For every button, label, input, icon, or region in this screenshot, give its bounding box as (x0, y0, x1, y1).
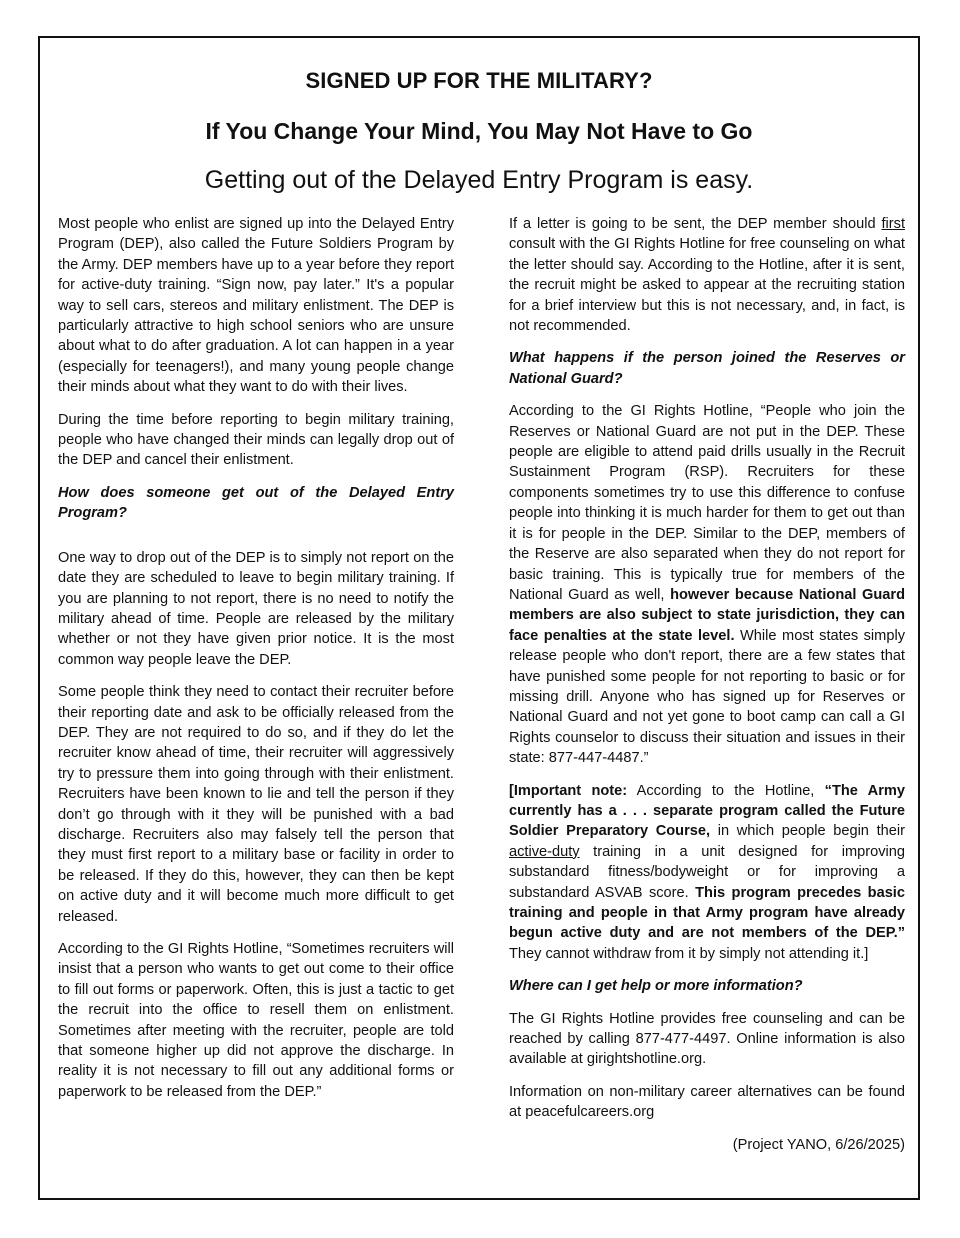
important-note (509, 781, 905, 965)
bold-text: [Important note: (509, 782, 628, 799)
paragraph: According to the GI Rights Hotline, “Sometimes recruiters will insist that a person who wants to get out come to their office to fill out forms or paperwork. Often, this is just a tactic to get the recruit into the office to resell them on enlistment. Sometimes after meeting with the recruiter, people are told that someone higher up did not approve the discharge. In reality it is not necessary to fill out any additional forms or paperwork to be released from the DEP.” (58, 941, 454, 1100)
paragraph: During the time before reporting to begin military training, people who have changed their minds can legally drop out of the DEP and cancel their enlistment. (58, 411, 454, 469)
text-run: in which people begin their (710, 823, 905, 840)
text-run: consult with the GI Rights Hotline for free counseling on what the letter should say. According to the Hotline, after it is sent, the recruit might be asked to appear at the recruiting station for a brief interview but this is not necessary, and, in fact, is not recommended. (509, 236, 905, 335)
left-column (58, 214, 454, 1114)
underlined-text: first (881, 216, 905, 232)
paragraph: The GI Rights Hotline provides free counseling and can be reached by calling 877-477-4497. Online information is also available at girightshotline.org. (509, 1010, 905, 1068)
paragraph: Some people think they need to contact their recruiter before their reporting date and ask to be officially released from the DEP. They are not required to do so, and if they do let the recruiter know ahead of time, their recruiter will aggressively try to pressure them into going through with their enlistment. Recruiters have been known to lie and tell the person if they don’t go through with it they will be punished with a bad discharge. Recruiters also may falsely tell the person that they must first report to a military base or facility in order to be released. If they do this, however, they can then be kept on active duty and it will become much more difficult to get released. (58, 684, 454, 925)
right-column (509, 214, 905, 1167)
paragraph (509, 214, 905, 336)
text-run: training in a unit designed for improving substandard fitness/bodyweight or for improving a substandard ASVAB score. (509, 843, 905, 901)
paragraph: One way to drop out of the DEP is to simply not report on the date they are scheduled to leave to begin military training. If you are planning to not report, there is no need to notify the military ahead of time. People are released by the military whether or not they have given prior notice. It is the most common way people leave the DEP. (58, 549, 454, 668)
question-heading: How does someone get out of the Delayed Entry Program? (58, 484, 454, 522)
flyer-frame (38, 36, 920, 1200)
question-heading: Where can I get help or more information? (509, 978, 803, 995)
bold-text: “The Army currently has a . . . separate program called the Future Soldier Preparatory Course, (509, 782, 905, 840)
paragraph: Most people who enlist are signed up into the Delayed Entry Program (DEP), also called the Future Soldiers Program by the Army. DEP members have up to a year before they report for active-duty training. “Sign now, pay later.” It's a popular way to sell cars, stereos and military enlistment. The DEP is particularly attractive to high school seniors who are unsure about what to do after graduation. A lot can happen in a year (especially for teenagers!), and many young people change their minds about what they want to do with their lives. (58, 216, 454, 396)
page-title: SIGNED UP FOR THE MILITARY? (305, 68, 653, 93)
bold-text: This program precedes basic training and people in that Army program have already begun active duty and are not members of the DEP.” (509, 884, 905, 942)
bold-text: however because National Guard members are also subject to state jurisdiction, they can face penalties at the state level. (509, 586, 905, 644)
text-run: If a letter is going to be sent, the DEP member should (509, 216, 882, 232)
page-subtitle: If You Change Your Mind, You May Not Have to Go (205, 118, 753, 144)
paragraph: Information on non-military career alternatives can be found at peacefulcareers.org (509, 1083, 905, 1121)
question-heading: What happens if the person joined the Reserves or National Guard? (509, 350, 905, 387)
text-run: While most states simply release people who don't report, there are a few states that have punished some people for not reporting to basic or for missing drill. Anyone who has signed up for Reserves or National Guard and not yet gone to boot camp can call a GI Rights counselor to discuss their situation and issues in their state: 877-447-4487.” (509, 627, 905, 767)
text-run: They cannot withdraw from it by simply not attending it.] (509, 945, 869, 962)
page-tagline: Getting out of the Delayed Entry Program is easy. (204, 166, 754, 194)
underlined-text: active-duty (509, 843, 580, 860)
text-run: According to the GI Rights Hotline, “People who join the Reserves or National Guard are not put in the DEP. These people are eligible to attend paid drills usually in the Recruit Sustainment Program (RSP). Recruiters for these components sometimes try to use this difference to confuse people into thinking it is much harder for them to get out than it is for people in the DEP. Similar to the DEP, members of the Reserve are also separated when they do not report for basic training. This is typically true for members of the National Guard as well, (509, 403, 905, 603)
paragraph (509, 401, 905, 768)
text-run: According to the Hotline, (627, 782, 825, 799)
credit-line: (Project YANO, 6/26/2025) (732, 1136, 905, 1153)
